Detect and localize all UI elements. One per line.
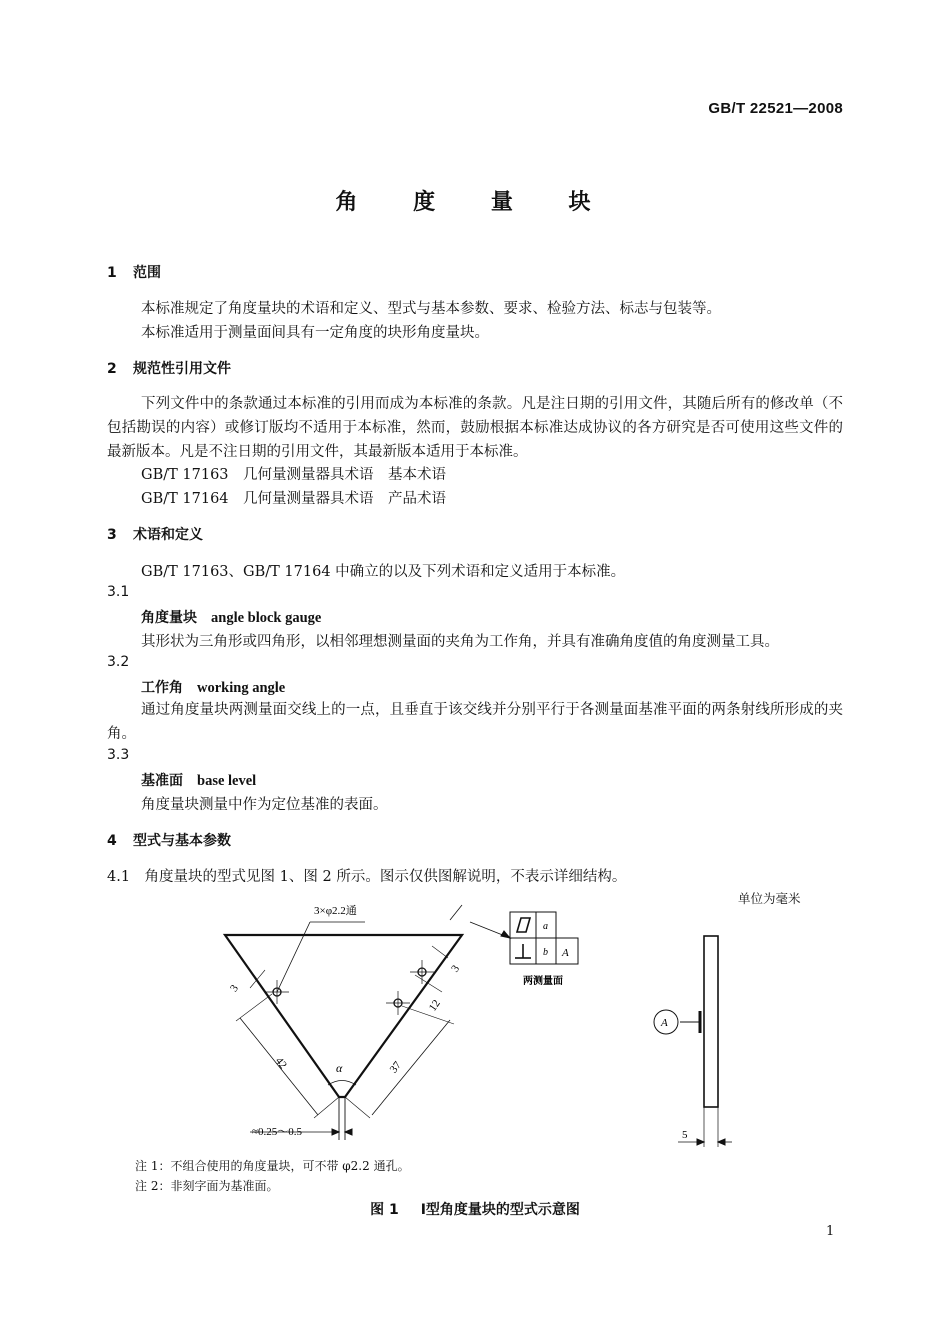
section-1-heading bbox=[107, 262, 161, 282]
alpha-label: α bbox=[336, 1061, 343, 1075]
paragraph: 本标准规定了角度量块的术语和定义、型式与基本参数、要求、检验方法、标志与包装等。 bbox=[141, 301, 721, 317]
term-zh: 角度量块 bbox=[141, 610, 197, 626]
figure-note-2: 注 2：非刻字面为基准面。 bbox=[135, 1179, 279, 1193]
frame-arrow bbox=[501, 931, 510, 938]
figure-1-drawing bbox=[210, 900, 610, 1150]
section-title: 规范性引用文件 bbox=[133, 361, 231, 377]
alpha-arc bbox=[328, 1081, 356, 1086]
datum-letter: A bbox=[661, 1017, 668, 1029]
flatness-icon bbox=[517, 918, 530, 932]
term-definition: 其形状为三角形或四角形，以相邻理想测量面的夹角为工作角，并具有准确角度值的角度测量工具。 bbox=[141, 634, 779, 650]
hole-label: 3×φ2.2通 bbox=[314, 905, 357, 917]
paragraph: 下列文件中的条款通过本标准的引用而成为本标准的条款。凡是注日期的引用文件，其随后所有的修改单（不包括勘误的内容）或修订版均不适用于本标准，然而，鼓励根据本标准达成协议的各方研究是否可使用这些文件的最新版本。凡是不注日期的引用文件，其最新版本适用于本标准。 bbox=[107, 396, 843, 460]
frame-caption: 两测量面 bbox=[523, 976, 563, 987]
side-view-block bbox=[704, 936, 718, 1107]
clause-number: 3.3 bbox=[107, 747, 130, 763]
hole-leader bbox=[277, 922, 310, 992]
dim-ext-line bbox=[345, 1097, 370, 1118]
term-heading bbox=[141, 770, 256, 790]
thickness-label: 5 bbox=[682, 1129, 688, 1141]
paragraph: 本标准适用于测量面间具有一定角度的块形角度量块。 bbox=[141, 325, 489, 341]
dim-3-left: 3 bbox=[227, 982, 241, 995]
clause-number: 3.2 bbox=[107, 654, 130, 670]
frame-leader bbox=[450, 905, 462, 920]
section-title: 型式与基本参数 bbox=[133, 833, 231, 849]
section-3-heading bbox=[107, 524, 203, 544]
dim-12: 12 bbox=[426, 997, 443, 1014]
tip-arrow bbox=[332, 1129, 339, 1135]
triangle-outline bbox=[225, 935, 462, 1097]
dim-37: 37 bbox=[387, 1059, 404, 1076]
standard-code: GB/T 22521—2008 bbox=[708, 100, 843, 117]
paragraph: GB/T 17163、GB/T 17164 中确立的以及下列术语和定义适用于本标准。 bbox=[141, 564, 626, 580]
section-number: 3 bbox=[107, 527, 117, 543]
frame-datum: A bbox=[562, 947, 569, 959]
dim-ext-line bbox=[236, 994, 272, 1021]
dim-3-right-line bbox=[432, 946, 448, 958]
section-2-heading bbox=[107, 358, 231, 378]
unit-label: 单位为毫米 bbox=[738, 891, 801, 906]
thickness-arrow bbox=[697, 1139, 704, 1145]
term-definition: 通过角度量块两测量面交线上的一点，且垂直于该交线并分别平行于各测量面基准平面的两条射线所形成的夹角。 bbox=[107, 702, 843, 742]
frame-b: b bbox=[543, 947, 548, 958]
term-zh: 基准面 bbox=[141, 773, 183, 789]
frame-a: a bbox=[543, 921, 548, 932]
term-zh: 工作角 bbox=[141, 680, 183, 696]
figure-1-side-view bbox=[640, 925, 760, 1155]
figure-caption bbox=[0, 1199, 950, 1219]
section-title: 范围 bbox=[133, 265, 161, 281]
dim-3-right: 3 bbox=[449, 963, 463, 975]
term-definition: 角度量块测量中作为定位基准的表面。 bbox=[141, 797, 388, 813]
page-number: 1 bbox=[826, 1224, 835, 1239]
section-number: 4 bbox=[107, 833, 117, 849]
reference-item: GB/T 17164 几何量测量器具术语 产品术语 bbox=[141, 491, 447, 507]
term-en: working angle bbox=[197, 680, 286, 696]
dim-42: 42 bbox=[272, 1055, 290, 1072]
caption-text: Ⅰ型角度量块的型式示意图 bbox=[420, 1202, 580, 1218]
term-en: angle block gauge bbox=[211, 610, 322, 626]
term-heading bbox=[141, 607, 321, 627]
section-number: 2 bbox=[107, 361, 117, 377]
dim-12-line bbox=[415, 975, 442, 992]
tip-arrow bbox=[345, 1129, 352, 1135]
dim-ext-line bbox=[314, 1097, 339, 1118]
section-number: 1 bbox=[107, 265, 117, 281]
frame-cell bbox=[510, 912, 536, 938]
reference-item: GB/T 17163 几何量测量器具术语 基本术语 bbox=[141, 467, 447, 483]
term-en: base level bbox=[197, 773, 257, 789]
tip-width-label: ≈0.25～0.5 bbox=[252, 1126, 303, 1138]
figure-note-1: 注 1：不组合使用的角度量块，可不带 φ2.2 通孔。 bbox=[135, 1159, 410, 1173]
caption-number: 图 1 bbox=[370, 1202, 399, 1218]
term-heading bbox=[141, 677, 285, 697]
clause-number: 3.1 bbox=[107, 584, 130, 600]
page-title: 角 度 量 块 bbox=[335, 190, 615, 215]
thickness-arrow bbox=[718, 1139, 725, 1145]
section-title: 术语和定义 bbox=[133, 527, 203, 543]
section-4-heading bbox=[107, 830, 231, 850]
clause-4-1: 4.1 角度量块的型式见图 1、图 2 所示。图示仅供图解说明，不表示详细结构。 bbox=[107, 869, 627, 885]
dim-37-line bbox=[372, 1020, 450, 1115]
